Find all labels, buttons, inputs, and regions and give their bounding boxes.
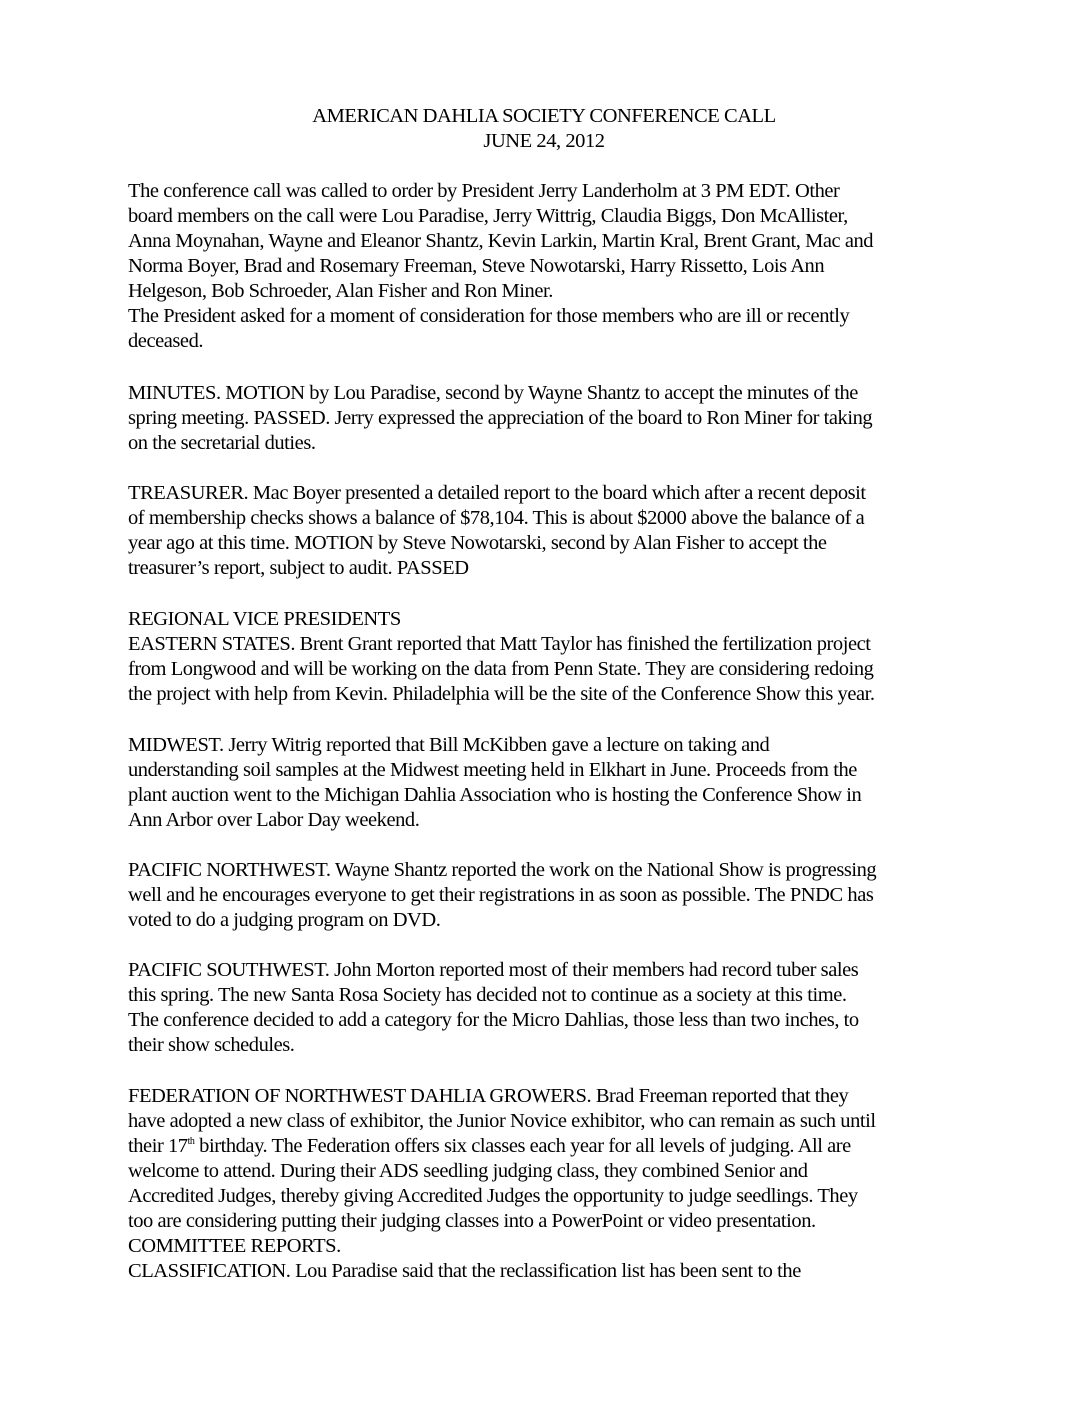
text-line: PACIFIC NORTHWEST. Wayne Shantz reported the work on the National Show is progressing (128, 859, 877, 881)
text-line: Norma Boyer, Brad and Rosemary Freeman, Steve Nowotarski, Harry Rissetto, Lois Ann (128, 255, 825, 277)
text-line (128, 1134, 1028, 1159)
text-line: well and he encourages everyone to get their registrations in as soon as possible. The PNDC has (128, 884, 874, 906)
text-line: board members on the call were Lou Paradise, Jerry Wittrig, Claudia Biggs, Don McAllister, (128, 205, 848, 227)
text-line: CLASSIFICATION. Lou Paradise said that the reclassification list has been sent to the (128, 1260, 801, 1282)
document-title: AMERICAN DAHLIA SOCIETY CONFERENCE CALL (312, 105, 776, 127)
section-heading: REGIONAL VICE PRESIDENTS (128, 608, 401, 630)
text-line: understanding soil samples at the Midwest meeting held in Elkhart in June. Proceeds from the (128, 759, 857, 781)
text-line: welcome to attend. During their ADS seedling judging class, they combined Senior and (128, 1160, 808, 1182)
pacific-southwest-paragraph (128, 958, 1028, 1058)
text-line: Anna Moynahan, Wayne and Eleanor Shantz, Kevin Larkin, Martin Kral, Brent Grant, Mac and (128, 230, 874, 252)
text-line: Accredited Judges, thereby giving Accredited Judges the opportunity to judge seedlings. They (128, 1185, 858, 1207)
text-line: the project with help from Kevin. Philadelphia will be the site of the Conference Show this year. (128, 683, 875, 705)
text-line: MINUTES. MOTION by Lou Paradise, second by Wayne Shantz to accept the minutes of the (128, 382, 858, 404)
regional-eastern-paragraph (128, 607, 1028, 707)
document-date: JUNE 24, 2012 (483, 130, 605, 152)
text-fragment: birthday. The Federation offers six classes each year for all levels of judging. All are (194, 1135, 851, 1157)
text-line: TREASURER. Mac Boyer presented a detailed report to the board which after a recent deposit (128, 482, 866, 504)
text-fragment: their 17 (128, 1135, 188, 1157)
text-line: The conference decided to add a category for the Micro Dahlias, those less than two inches, to (128, 1009, 859, 1031)
text-line: of membership checks shows a balance of $78,104. This is about $2000 above the balance of a (128, 507, 865, 529)
text-line: The President asked for a moment of consideration for those members who are ill or recently (128, 305, 850, 327)
text-line: The conference call was called to order by President Jerry Landerholm at 3 PM EDT. Other (128, 180, 840, 202)
text-line: their show schedules. (128, 1034, 295, 1056)
minutes-paragraph (128, 381, 1028, 456)
text-line: EASTERN STATES. Brent Grant reported that Matt Taylor has finished the fertilization project (128, 633, 871, 655)
text-line: PACIFIC SOUTHWEST. John Morton reported most of their members had record tuber sales (128, 959, 859, 981)
text-line: FEDERATION OF NORTHWEST DAHLIA GROWERS. Brad Freeman reported that they (128, 1085, 849, 1107)
text-line: Helgeson, Bob Schroeder, Alan Fisher and Ron Miner. (128, 280, 553, 302)
intro-paragraph (128, 179, 1028, 354)
text-line: on the secretarial duties. (128, 432, 316, 454)
text-line: voted to do a judging program on DVD. (128, 909, 441, 931)
text-line: plant auction went to the Michigan Dahlia Association who is hosting the Conference Show in (128, 784, 862, 806)
text-line: deceased. (128, 330, 204, 352)
text-line: treasurer’s report, subject to audit. PASSED (128, 557, 469, 579)
text-line: spring meeting. PASSED. Jerry expressed the appreciation of the board to Ron Miner for taking (128, 407, 873, 429)
ordinal-suffix: th (187, 1136, 195, 1147)
section-heading: COMMITTEE REPORTS. (128, 1235, 341, 1257)
text-line: Ann Arbor over Labor Day weekend. (128, 809, 420, 831)
midwest-paragraph (128, 733, 1028, 833)
treasurer-paragraph (128, 481, 1028, 581)
federation-paragraph (128, 1084, 1028, 1284)
text-line: too are considering putting their judging classes into a PowerPoint or video presentation. (128, 1210, 816, 1232)
pacific-northwest-paragraph (128, 858, 1028, 933)
text-line: this spring. The new Santa Rosa Society has decided not to continue as a society at this time. (128, 984, 847, 1006)
text-line: from Longwood and will be working on the data from Penn State. They are considering redoing (128, 658, 874, 680)
text-line: year ago at this time. MOTION by Steve Nowotarski, second by Alan Fisher to accept the (128, 532, 827, 554)
text-line: have adopted a new class of exhibitor, the Junior Novice exhibitor, who can remain as such until (128, 1110, 876, 1132)
text-line: MIDWEST. Jerry Witrig reported that Bill McKibben gave a lecture on taking and (128, 734, 770, 756)
